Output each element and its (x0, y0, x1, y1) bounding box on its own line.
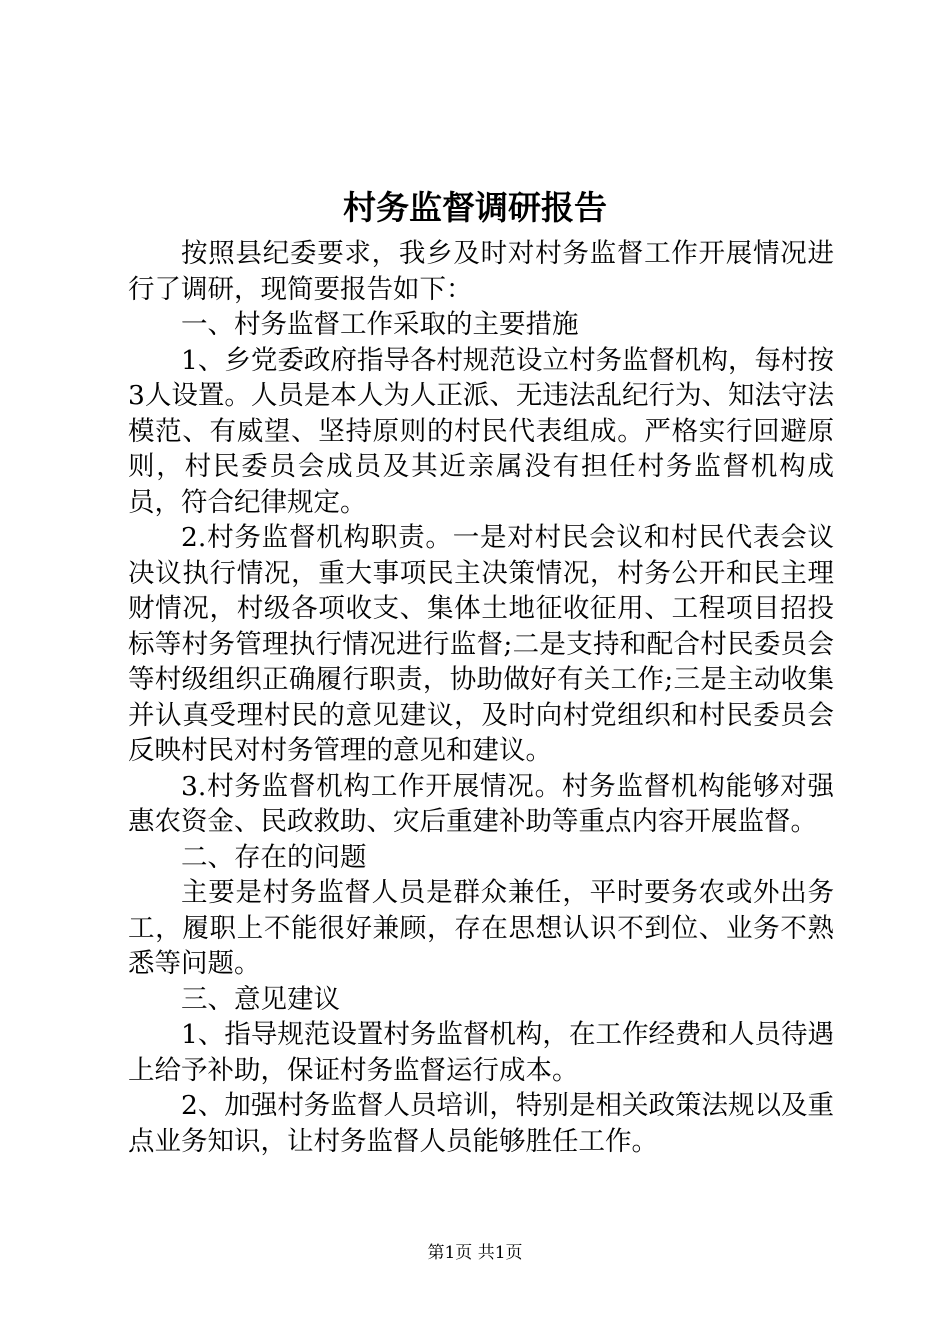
intro-paragraph: 按照县纪委要求，我乡及时对村务监督工作开展情况进行了调研，现简要报告如下： (128, 238, 834, 305)
measure-paragraph-3: 3.村务监督机构工作开展情况。村务监督机构能够对强惠农资金、民政救助、灾后重建补助等重点内容开展监督。 (128, 770, 834, 837)
suggestion-paragraph-1: 1、指导规范设置村务监督机构，在工作经费和人员待遇上给予补助，保证村务监督运行成本。 (128, 1019, 834, 1086)
section-heading-measures: 一、村务监督工作采取的主要措施 (181, 309, 579, 340)
measure-paragraph-2: 2.村务监督机构职责。一是对村民会议和村民代表会议决议执行情况，重大事项民主决策情况，村务公开和民主理财情况，村级各项收支、集体土地征收征用、工程项目招投标等村务管理执行情况进行监督;二是支持和配合村民委员会等村级组织正确履行职责，协助做好有关工作;三是主动收集并认真受理村民的意见建议，及时向村党组织和村民委员会反映村民对村务管理的意见和建议。 (128, 522, 834, 766)
document-title: 村务监督调研报告 (343, 188, 607, 227)
problems-paragraph: 主要是村务监督人员是群众兼任，平时要务农或外出务工，履职上不能很好兼顾，存在思想认识不到位、业务不熟悉等问题。 (128, 877, 834, 979)
measure-paragraph-1: 1、乡党委政府指导各村规范设立村务监督机构，每村按3人设置。人员是本人为人正派、无违法乱纪行为、知法守法模范、有威望、坚持原则的村民代表组成。严格实行回避原则，村民委员会成员及其近亲属没有担任村务监督机构成员，符合纪律规定。 (128, 344, 834, 518)
suggestion-paragraph-2: 2、加强村务监督人员培训，特别是相关政策法规以及重点业务知识，让村务监督人员能够胜任工作。 (128, 1090, 834, 1157)
page-footer: 第1页 共1页 (427, 1243, 523, 1263)
document-body (128, 236, 834, 1159)
section-heading-suggestions: 三、意见建议 (181, 983, 340, 1015)
section-heading-problems: 二、存在的问题 (181, 841, 367, 873)
